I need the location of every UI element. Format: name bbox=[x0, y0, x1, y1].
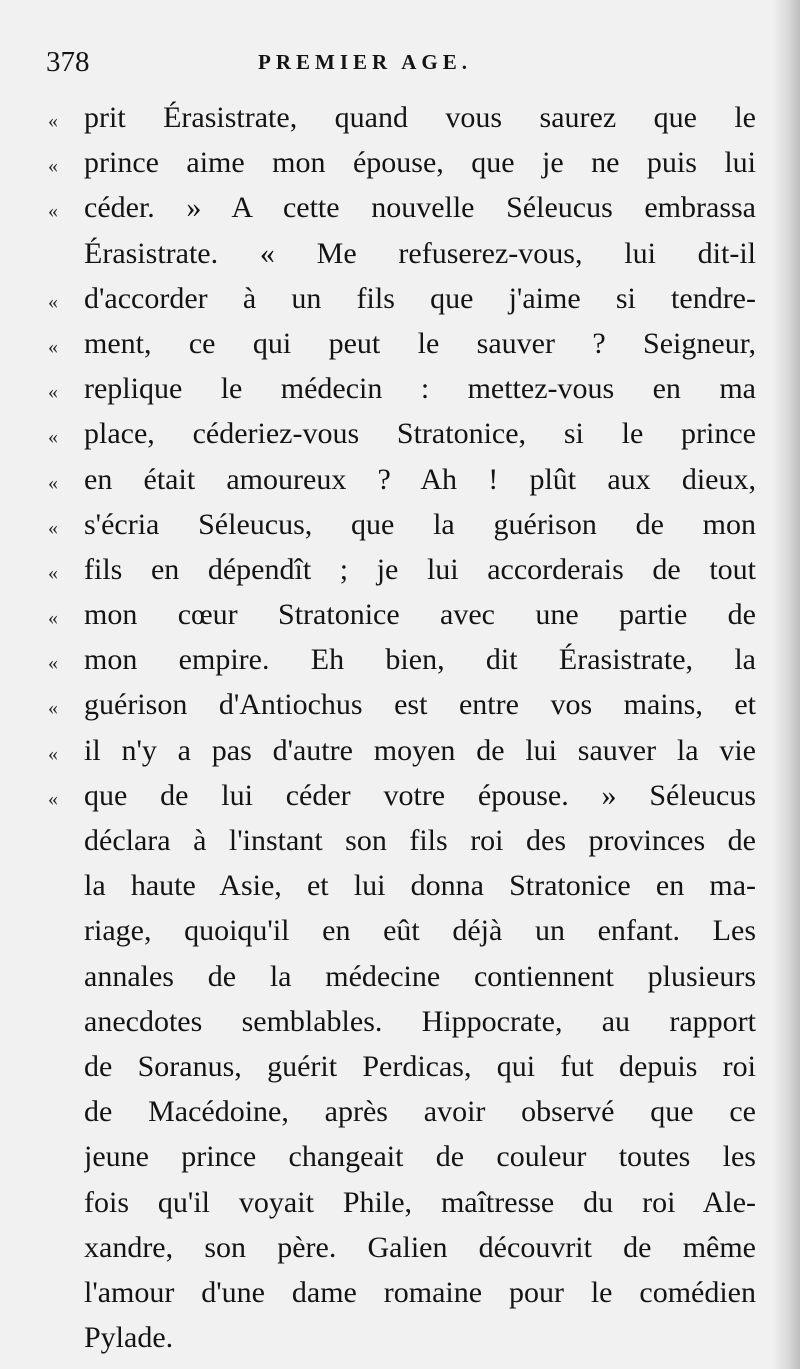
quote-mark: « bbox=[48, 516, 58, 539]
line-text: ment, ce qui peut le sauver ? Seigneur, bbox=[84, 326, 756, 360]
line-text: il n'y a pas d'autre moyen de lui sauver la vie bbox=[84, 733, 756, 767]
text-line bbox=[48, 95, 756, 140]
line-text: jeune prince changeait de couleur toutes les bbox=[84, 1140, 756, 1174]
text-line bbox=[48, 1315, 756, 1360]
quote-mark: « bbox=[48, 155, 58, 178]
quote-mark: « bbox=[48, 290, 58, 313]
quote-mark: « bbox=[48, 697, 58, 720]
quote-mark: « bbox=[48, 381, 58, 404]
quote-mark: « bbox=[48, 335, 58, 358]
text-line bbox=[48, 276, 756, 321]
line-text: replique le médecin : mettez-vous en ma bbox=[84, 372, 756, 406]
line-text: d'accorder à un fils que j'aime si tendre- bbox=[84, 281, 756, 315]
text-line bbox=[48, 592, 756, 637]
text-line bbox=[48, 547, 756, 592]
line-text: mon empire. Eh bien, dit Érasistrate, la bbox=[84, 643, 756, 677]
text-line bbox=[48, 366, 756, 411]
line-text: guérison d'Antiochus est entre vos mains, et bbox=[84, 688, 756, 722]
line-text: de Macédoine, après avoir observé que ce bbox=[84, 1095, 756, 1129]
text-line bbox=[48, 1044, 756, 1089]
body-text bbox=[48, 95, 756, 1360]
text-line bbox=[48, 457, 756, 502]
page-number: 378 bbox=[46, 46, 90, 78]
line-text: fois qu'il voyait Phile, maîtresse du roi Ale- bbox=[84, 1185, 756, 1219]
page-edge-shadow bbox=[772, 0, 800, 1369]
text-line bbox=[48, 999, 756, 1044]
line-text: anecdotes semblables. Hippocrate, au rapport bbox=[84, 1004, 756, 1038]
quote-mark: « bbox=[48, 607, 58, 630]
line-text: annales de la médecine contiennent plusieurs bbox=[84, 959, 756, 993]
quote-mark: « bbox=[48, 471, 58, 494]
line-text: prit Érasistrate, quand vous saurez que le bbox=[84, 101, 756, 134]
quote-mark: « bbox=[48, 110, 58, 132]
quote-mark: « bbox=[48, 787, 58, 810]
quote-mark: « bbox=[48, 200, 58, 223]
line-text: de Soranus, guérit Perdicas, qui fut depuis roi bbox=[84, 1049, 756, 1083]
quote-mark: « bbox=[48, 561, 58, 584]
text-line bbox=[48, 321, 756, 366]
running-head: PREMIER AGE. bbox=[258, 50, 473, 74]
text-line bbox=[48, 773, 756, 818]
text-line bbox=[48, 1225, 756, 1270]
text-line bbox=[48, 1270, 756, 1315]
text-line bbox=[48, 818, 756, 863]
line-text: en était amoureux ? Ah ! plût aux dieux, bbox=[84, 462, 756, 496]
text-line bbox=[48, 140, 756, 185]
text-line bbox=[48, 954, 756, 999]
text-line bbox=[48, 502, 756, 547]
line-text: xandre, son père. Galien découvrit de même bbox=[84, 1230, 756, 1264]
line-text: céder. » A cette nouvelle Séleucus embrassa bbox=[84, 191, 756, 225]
line-text: Érasistrate. « Me refuserez-vous, lui dit-il bbox=[84, 236, 756, 270]
line-text: l'amour d'une dame romaine pour le comédien bbox=[84, 1275, 756, 1309]
text-line bbox=[48, 1134, 756, 1179]
text-line bbox=[48, 411, 756, 456]
text-line bbox=[48, 682, 756, 727]
text-line bbox=[48, 231, 756, 276]
text-line bbox=[48, 637, 756, 682]
line-text: la haute Asie, et lui donna Stratonice en ma- bbox=[84, 869, 756, 903]
text-line bbox=[48, 1180, 756, 1225]
text-line bbox=[48, 908, 756, 953]
line-text: prince aime mon épouse, que je ne puis lui bbox=[84, 146, 756, 180]
quote-mark: « bbox=[48, 426, 58, 449]
text-line bbox=[48, 728, 756, 773]
line-text: déclara à l'instant son fils roi des provinces de bbox=[84, 824, 756, 857]
line-text: fils en dépendît ; je lui accorderais de tout bbox=[84, 552, 756, 586]
quote-mark: « bbox=[48, 652, 58, 675]
quote-mark: « bbox=[48, 742, 58, 765]
text-line bbox=[48, 863, 756, 908]
text-line bbox=[48, 1089, 756, 1134]
page-header bbox=[46, 40, 766, 84]
line-text: riage, quoiqu'il en eût déjà un enfant. Les bbox=[84, 914, 756, 948]
line-text: que de lui céder votre épouse. » Séleucus bbox=[84, 778, 756, 812]
line-text: Pylade. bbox=[84, 1321, 174, 1355]
line-text: s'écria Séleucus, que la guérison de mon bbox=[84, 507, 756, 541]
line-text: mon cœur Stratonice avec une partie de bbox=[84, 598, 756, 632]
line-text: place, céderiez-vous Stratonice, si le prince bbox=[84, 417, 756, 451]
text-line bbox=[48, 185, 756, 230]
